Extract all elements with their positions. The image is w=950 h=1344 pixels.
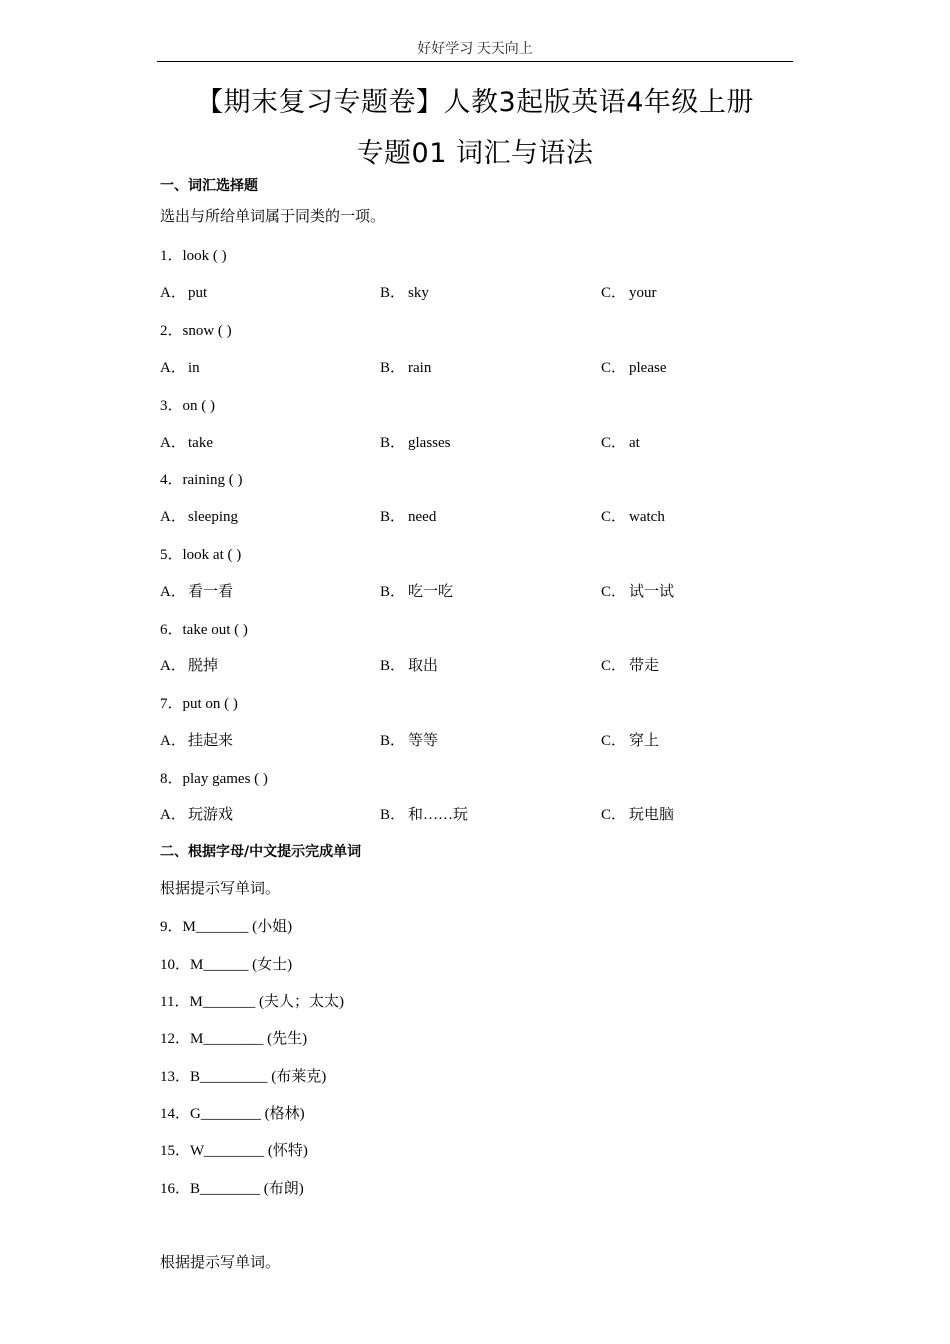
option-b: B． 等等 xyxy=(380,733,439,749)
question-number: 1． xyxy=(160,248,183,264)
option-c: C． at xyxy=(601,435,640,451)
option-a: A． sleeping xyxy=(160,509,238,525)
fill-item-11: 11．M_______ (夫人；太太) xyxy=(160,994,345,1010)
option-b: B． rain xyxy=(380,360,432,376)
question-number: 4． xyxy=(160,472,183,488)
option-b: B． 和……玩 xyxy=(380,807,469,823)
document-title: 【期末复习专题卷】人教3起版英语4年级上册 xyxy=(196,87,754,118)
option-a: A． 玩游戏 xyxy=(160,807,234,823)
fill-item-10: 10．M______ (女士) xyxy=(160,957,293,973)
header-divider xyxy=(157,61,793,62)
question-text: snow ( ) xyxy=(182,323,232,339)
question-1 xyxy=(160,244,227,265)
option-b: B． 取出 xyxy=(380,658,439,674)
question-text: raining ( ) xyxy=(182,472,243,488)
option-c: C． 玩电脑 xyxy=(601,807,675,823)
question-7 xyxy=(160,692,238,713)
question-text: on ( ) xyxy=(182,398,216,414)
option-a: A． 挂起来 xyxy=(160,733,234,749)
question-number: 7． xyxy=(160,696,183,712)
footer-instruction: 根据提示写单词。 xyxy=(160,1255,281,1271)
question-number: 8． xyxy=(160,771,183,787)
question-4 xyxy=(160,468,243,489)
fill-item-16: 16．B________ (布朗) xyxy=(160,1181,304,1197)
question-text: put on ( ) xyxy=(182,696,238,712)
question-number: 3． xyxy=(160,398,183,414)
question-5 xyxy=(160,543,241,564)
option-c: C． your xyxy=(601,285,657,301)
section-2-instruction: 根据提示写单词。 xyxy=(160,881,281,897)
option-c: C． 穿上 xyxy=(601,733,660,749)
option-c: C． please xyxy=(601,360,667,376)
question-8 xyxy=(160,767,268,788)
option-b: B． sky xyxy=(380,285,429,301)
question-number: 2． xyxy=(160,323,183,339)
option-c: C． 试一试 xyxy=(601,584,675,600)
question-number: 6． xyxy=(160,622,183,638)
option-a: A． 看一看 xyxy=(160,584,234,600)
option-c: C． watch xyxy=(601,509,665,525)
section-1-heading: 一、词汇选择题 xyxy=(160,178,258,194)
fill-item-9: 9．M_______ (小姐) xyxy=(160,919,293,935)
question-text: play games ( ) xyxy=(182,771,268,787)
fill-item-15: 15．W________ (怀特) xyxy=(160,1143,308,1159)
page-header-motto: 好好学习 天天向上 xyxy=(417,42,533,57)
question-2 xyxy=(160,319,232,340)
option-c: C． 带走 xyxy=(601,658,660,674)
option-b: B． need xyxy=(380,509,437,525)
question-text: take out ( ) xyxy=(182,622,248,638)
option-a: A． 脱掉 xyxy=(160,658,219,674)
section-1-instruction: 选出与所给单词属于同类的一项。 xyxy=(160,209,386,225)
option-a: A． take xyxy=(160,435,213,451)
question-6 xyxy=(160,618,248,639)
question-text: look at ( ) xyxy=(182,547,242,563)
section-2-heading: 二、根据字母/中文提示完成单词 xyxy=(160,844,362,860)
fill-item-13: 13．B_________ (布莱克) xyxy=(160,1069,327,1085)
option-a: A． in xyxy=(160,360,200,376)
fill-item-14: 14．G________ (格林) xyxy=(160,1106,305,1122)
question-number: 5． xyxy=(160,547,183,563)
document-subtitle: 专题01 词汇与语法 xyxy=(356,138,594,169)
option-a: A． put xyxy=(160,285,208,301)
question-text: look ( ) xyxy=(182,248,227,264)
question-3 xyxy=(160,394,215,415)
option-b: B． glasses xyxy=(380,435,451,451)
option-b: B． 吃一吃 xyxy=(380,584,454,600)
fill-item-12: 12．M________ (先生) xyxy=(160,1031,308,1047)
